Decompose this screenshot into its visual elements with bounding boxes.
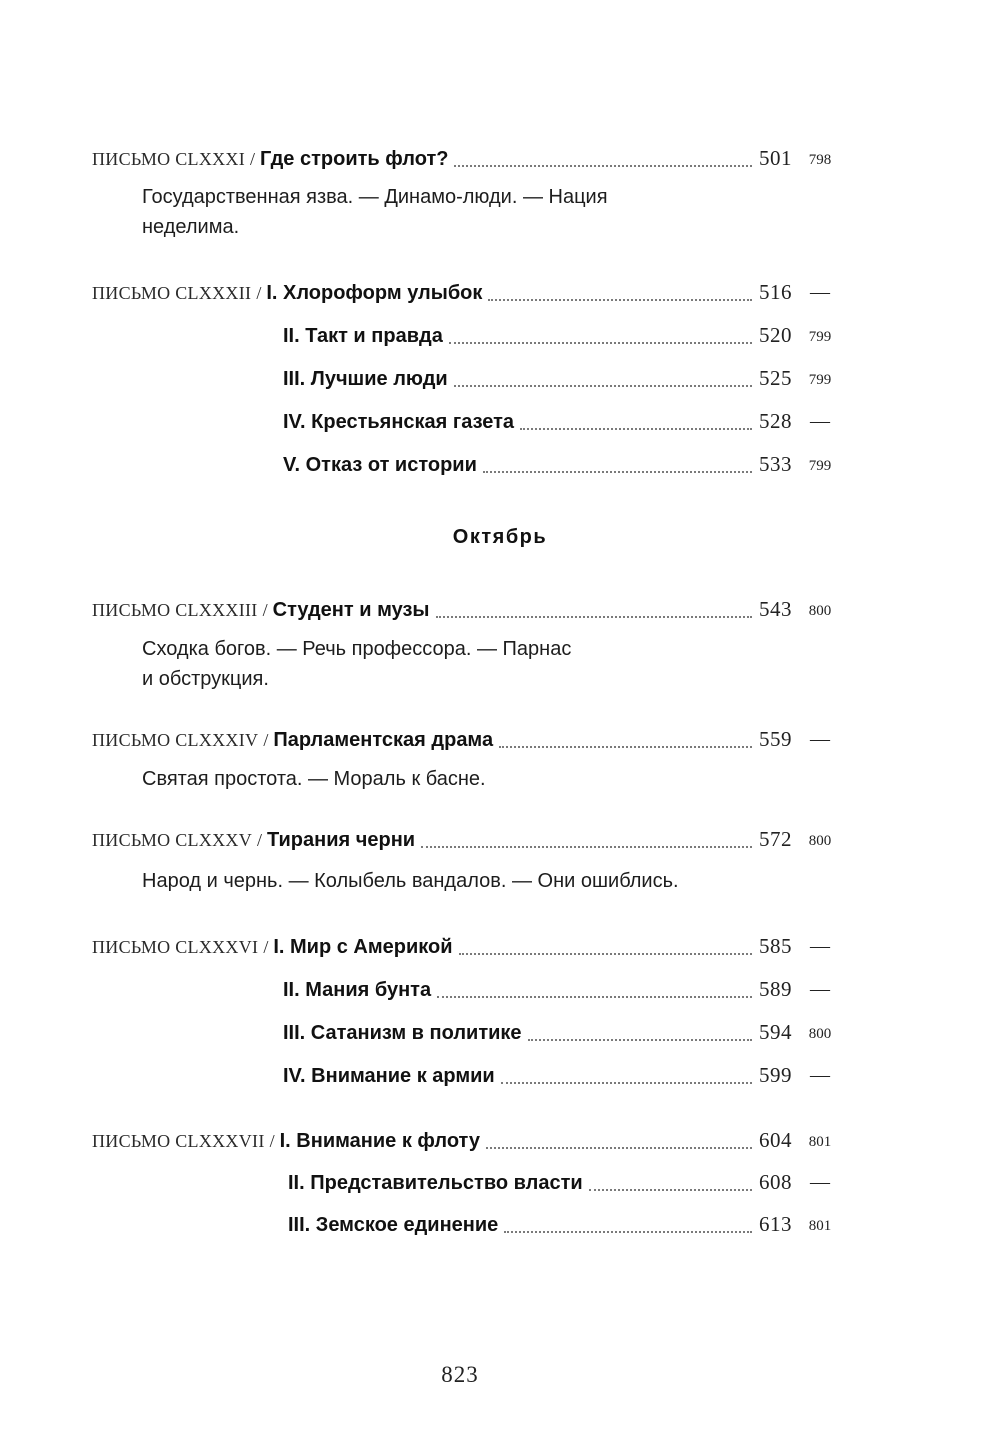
page-number: 599 — [759, 1063, 792, 1087]
note-page-number: — — [810, 1064, 830, 1086]
dot-leader — [501, 1081, 752, 1084]
note-page-number: 801 — [808, 1134, 832, 1150]
entry-title: III. Земское единение — [288, 1214, 499, 1236]
letter-label: ПИСЬМО CLXXXVII — [92, 1131, 265, 1151]
page-number: 613 — [759, 1212, 792, 1236]
dot-leader — [454, 384, 752, 387]
toc-entry-letter-186[interactable] — [92, 931, 840, 961]
page-number: 501 — [759, 146, 792, 170]
separator: / — [262, 600, 268, 620]
separator: / — [263, 730, 269, 750]
toc-entry-187-iii[interactable] — [92, 1209, 840, 1239]
note-page-number: 800 — [808, 1026, 832, 1042]
note-page-number: 799 — [808, 329, 832, 345]
entry-title: IV. Крестьянская газета — [283, 411, 515, 433]
separator: / — [256, 283, 262, 303]
note-page-number: — — [810, 935, 830, 957]
toc-entry-letter-183[interactable] — [92, 594, 840, 624]
entry-summary — [142, 764, 702, 794]
entry-title: Студент и музы — [272, 599, 430, 621]
toc-entry-182-iv[interactable] — [92, 406, 840, 436]
entry-title: IV. Внимание к армии — [283, 1065, 495, 1087]
note-page-number: 799 — [808, 372, 832, 388]
entry-summary — [142, 634, 702, 694]
dot-leader — [449, 341, 752, 344]
entry-title: II. Такт и правда — [283, 325, 443, 347]
toc-entry-182-iii[interactable] — [92, 363, 840, 393]
entry-title: II. Мания бунта — [283, 979, 432, 1001]
toc-entry-186-iii[interactable] — [92, 1017, 840, 1047]
page-number: 543 — [759, 597, 792, 621]
summary-line: неделима. — [142, 216, 240, 238]
entry-title: V. Отказ от истории — [283, 454, 477, 476]
toc-entry-187-ii[interactable] — [92, 1167, 840, 1197]
page-number: 608 — [759, 1170, 792, 1194]
summary-line: Народ и чернь. — Колыбель вандалов. — Они ошиблись. — [142, 870, 679, 892]
dot-leader — [483, 470, 752, 473]
note-page-number: — — [810, 1171, 830, 1193]
note-page-number: — — [810, 410, 830, 432]
note-page-number: 798 — [808, 152, 832, 168]
toc-entry-186-iv[interactable] — [92, 1060, 840, 1090]
entry-title: Тирания черни — [267, 829, 416, 851]
entry-title: III. Сатанизм в политике — [283, 1022, 522, 1044]
page-number: 572 — [759, 827, 792, 851]
entry-summary — [142, 866, 762, 896]
entry-title: II. Представительство власти — [288, 1172, 583, 1194]
entry-summary — [142, 182, 702, 242]
page-number: 533 — [759, 452, 792, 476]
summary-line: Святая простота. — Мораль к басне. — [142, 768, 486, 790]
toc-entry-letter-182[interactable] — [92, 277, 840, 307]
entry-title: I. Мир с Америкой — [273, 936, 453, 958]
note-page-number: — — [810, 978, 830, 1000]
summary-line: Сходка богов. — Речь профессора. — Парнас — [142, 638, 572, 660]
page-number: 604 — [759, 1128, 792, 1152]
separator: / — [257, 830, 263, 850]
page-number: 520 — [759, 323, 792, 347]
note-page-number: 800 — [808, 603, 832, 619]
toc-entry-letter-187[interactable] — [92, 1125, 840, 1155]
note-page-number: — — [810, 281, 830, 303]
letter-label: ПИСЬМО CLXXXI — [92, 149, 246, 169]
dot-leader — [459, 952, 752, 955]
page-number: 559 — [759, 727, 792, 751]
dot-leader — [528, 1038, 752, 1041]
dot-leader — [454, 164, 752, 167]
note-page-number: 801 — [808, 1218, 832, 1234]
note-page-number: 800 — [808, 833, 832, 849]
page-number: 516 — [759, 280, 792, 304]
dot-leader — [504, 1230, 752, 1233]
letter-label: ПИСЬМО CLXXXV — [92, 830, 253, 850]
separator: / — [269, 1131, 275, 1151]
page-number: 585 — [759, 934, 792, 958]
summary-line: Государственная язва. — Динамо-люди. — Нация — [142, 186, 608, 208]
note-page-number: — — [810, 728, 830, 750]
page-number: 525 — [759, 366, 792, 390]
page-number: 589 — [759, 977, 792, 1001]
page-number: 528 — [759, 409, 792, 433]
dot-leader — [486, 1146, 752, 1149]
letter-label: ПИСЬМО CLXXXVI — [92, 937, 259, 957]
entry-title: Где строить флот? — [260, 148, 449, 170]
dot-leader — [589, 1188, 752, 1191]
toc-entry-182-ii[interactable] — [92, 320, 840, 350]
dot-leader — [436, 615, 753, 618]
entry-title: I. Хлороформ улыбок — [266, 282, 483, 304]
dot-leader — [488, 298, 752, 301]
dot-leader — [421, 845, 752, 848]
entry-title: Парламентская драма — [273, 729, 494, 751]
dot-leader — [499, 745, 752, 748]
separator: / — [263, 937, 269, 957]
page-number: 594 — [759, 1020, 792, 1044]
toc-entry-182-v[interactable] — [92, 449, 840, 479]
dot-leader — [437, 995, 752, 998]
letter-label: ПИСЬМО CLXXXIII — [92, 600, 258, 620]
page-folio: 823 — [441, 1362, 479, 1387]
toc-entry-letter-181[interactable] — [92, 143, 840, 173]
separator: / — [250, 149, 256, 169]
toc-entry-letter-185[interactable] — [92, 824, 840, 854]
letter-label: ПИСЬМО CLXXXII — [92, 283, 252, 303]
month-heading: Октябрь — [452, 526, 548, 548]
dot-leader — [520, 427, 752, 430]
note-page-number: 799 — [808, 458, 832, 474]
letter-label: ПИСЬМО CLXXXIV — [92, 730, 259, 750]
entry-title: III. Лучшие люди — [283, 368, 448, 390]
summary-line: и обструкция. — [142, 668, 269, 690]
toc-entry-186-ii[interactable] — [92, 974, 840, 1004]
toc-entry-letter-184[interactable] — [92, 724, 840, 754]
entry-title: I. Внимание к флоту — [279, 1130, 480, 1152]
